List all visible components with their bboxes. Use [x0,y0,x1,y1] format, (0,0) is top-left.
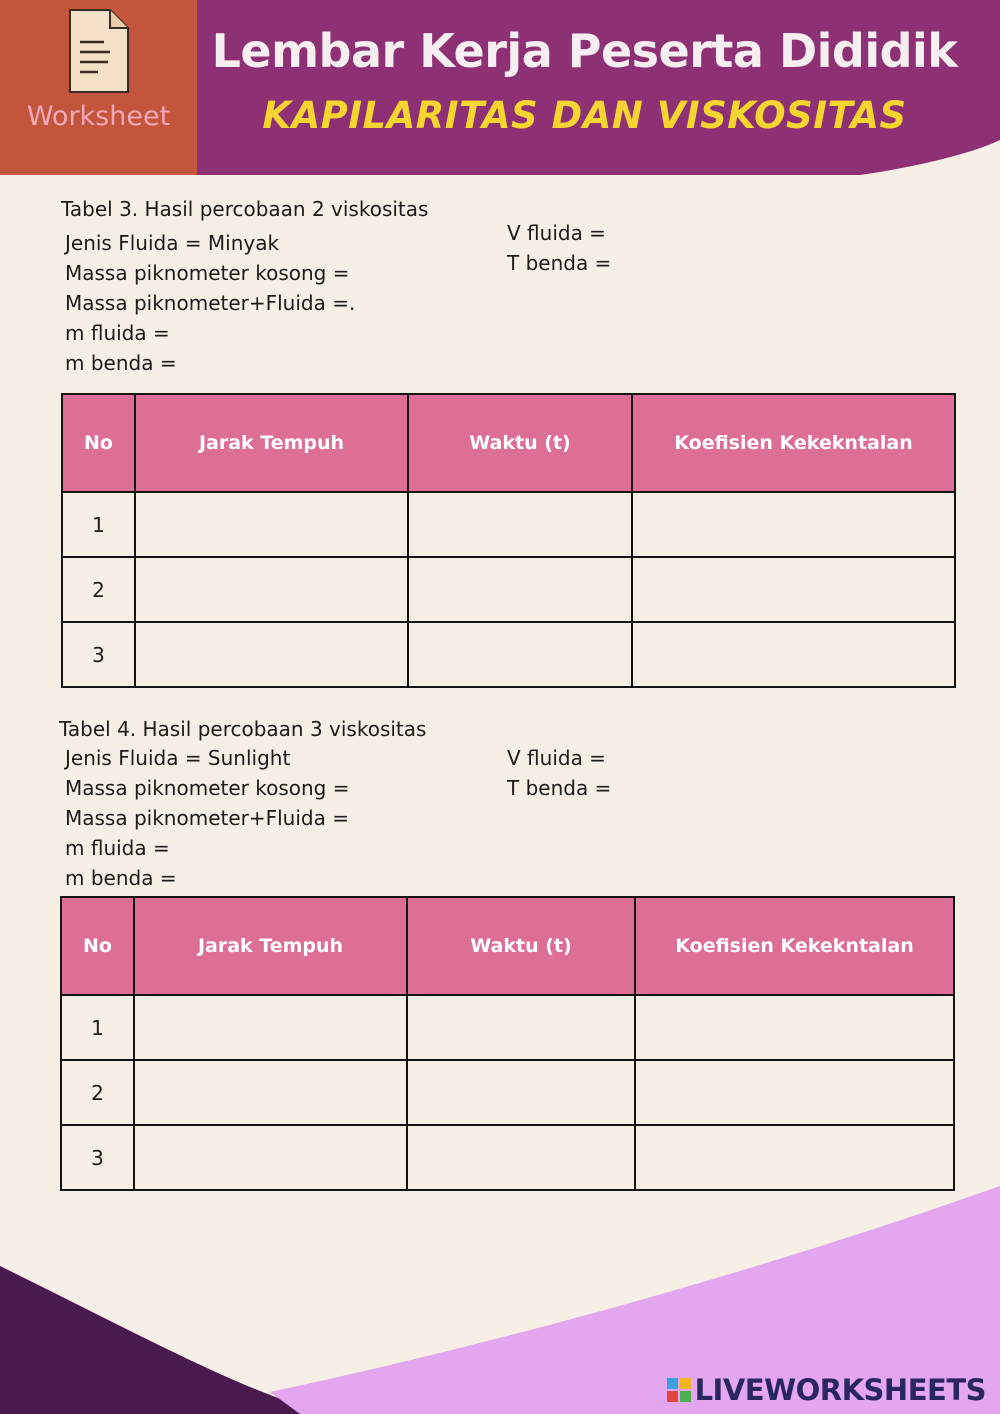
liveworksheets-blocks-icon [666,1377,692,1403]
table3-info-line: m fluida = [65,321,170,345]
table-row [61,1125,954,1190]
row-number: 2 [61,1060,134,1125]
waktu-cell[interactable] [408,622,632,687]
column-header-koefisien: Koefisien Kekekntalan [635,897,954,995]
table-row [61,1060,954,1125]
jarak-cell[interactable] [135,492,408,557]
koefisien-cell[interactable] [632,492,955,557]
column-header-jarak: Jarak Tempuh [134,897,407,995]
koefisien-cell[interactable] [635,995,954,1060]
table-row [62,492,955,557]
table4-caption: Tabel 4. Hasil percobaan 3 viskositas [59,717,427,741]
row-number: 3 [61,1125,134,1190]
waktu-cell[interactable] [407,1060,635,1125]
column-header-no: No [62,394,135,492]
koefisien-cell[interactable] [632,557,955,622]
waktu-cell[interactable] [407,1125,635,1190]
jarak-cell[interactable] [134,1125,407,1190]
koefisien-cell[interactable] [632,622,955,687]
table4 [60,896,955,1191]
row-number: 1 [61,995,134,1060]
jarak-cell[interactable] [135,622,408,687]
table-row [62,557,955,622]
table4-info-line: m benda = [65,866,177,890]
page-title: Lembar Kerja Peserta Dididik [211,24,958,78]
table3-info-line: Jenis Fluida = Minyak [65,231,280,255]
row-number: 3 [62,622,135,687]
jarak-cell[interactable] [134,995,407,1060]
waktu-cell[interactable] [408,492,632,557]
column-header-waktu: Waktu (t) [407,897,635,995]
table3-info-line: Massa piknometer kosong = [65,261,350,285]
table3-caption: Tabel 3. Hasil percobaan 2 viskositas [61,197,429,221]
table3-v-fluida: V fluida = [507,221,606,245]
table3 [61,393,956,688]
table-header-row [61,897,954,995]
jarak-cell[interactable] [135,557,408,622]
table4-info-line: Massa piknometer+Fluida = [65,806,349,830]
column-header-waktu: Waktu (t) [408,394,632,492]
page-subtitle: KAPILARITAS DAN VISKOSITAS [262,94,907,137]
table4-info-line: Massa piknometer kosong = [65,776,350,800]
table4-t-benda: T benda = [507,776,612,800]
koefisien-cell[interactable] [635,1060,954,1125]
table4-v-fluida: V fluida = [507,746,606,770]
worksheet-label: Worksheet [26,101,171,132]
liveworksheets-logo[interactable] [666,1374,986,1406]
waktu-cell[interactable] [407,995,635,1060]
waktu-cell[interactable] [408,557,632,622]
worksheet-header [0,0,1000,175]
row-number: 1 [62,492,135,557]
koefisien-cell[interactable] [635,1125,954,1190]
table-header-row [62,394,955,492]
table3-t-benda: T benda = [507,251,612,275]
table4-info-line: m fluida = [65,836,170,860]
row-number: 2 [62,557,135,622]
logo-text: LIVEWORKSHEETS [694,1373,986,1407]
table3-info-line: m benda = [65,351,177,375]
column-header-koefisien: Koefisien Kekekntalan [632,394,955,492]
table-row [62,622,955,687]
column-header-no: No [61,897,134,995]
table4-info-line: Jenis Fluida = Sunlight [65,746,291,770]
jarak-cell[interactable] [134,1060,407,1125]
table-row [61,995,954,1060]
header-wave [0,0,1000,180]
column-header-jarak: Jarak Tempuh [135,394,408,492]
table3-info-line: Massa piknometer+Fluida =. [65,291,356,315]
